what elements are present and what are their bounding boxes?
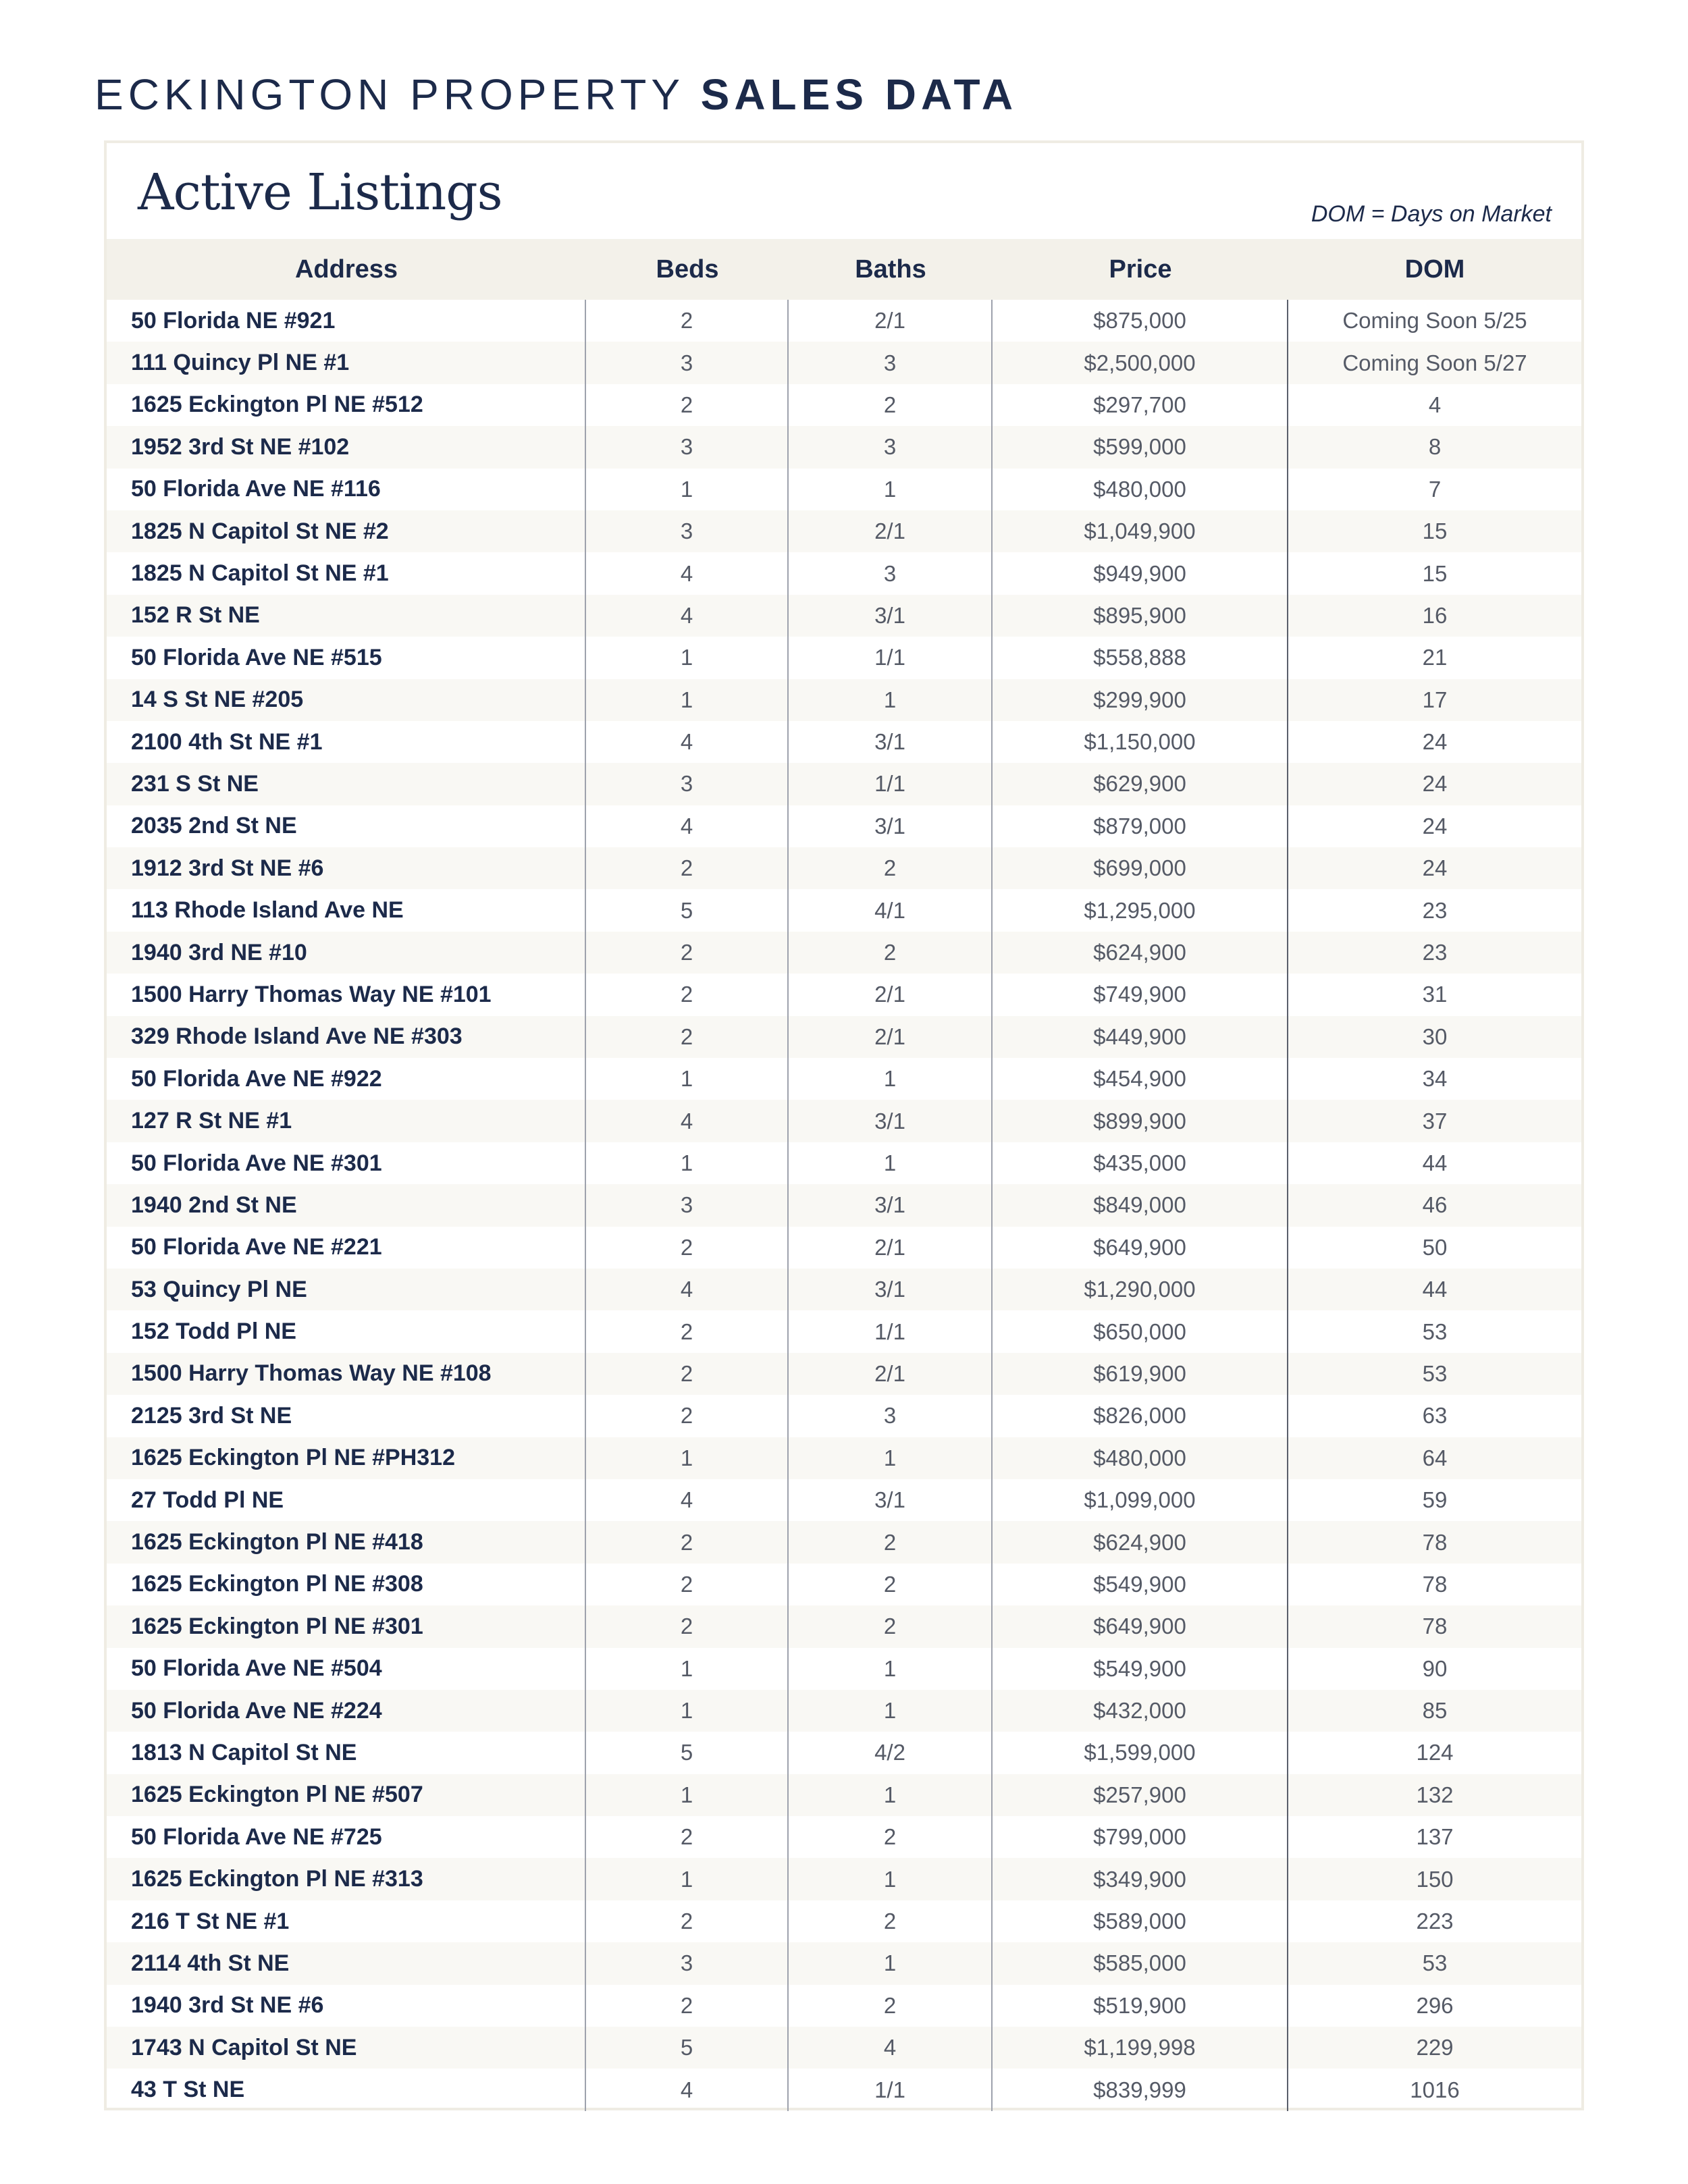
baths-cell: 4: [789, 2027, 993, 2069]
baths-cell: 1: [789, 1774, 993, 1816]
baths-cell: 2/1: [789, 510, 993, 552]
beds-cell: 1: [586, 1648, 789, 1690]
table-row: [107, 679, 1581, 721]
price-cell: $297,700: [993, 384, 1288, 426]
beds-cell: 4: [586, 595, 789, 637]
dom-cell: 53: [1422, 1360, 1448, 1386]
price-cell: $558,888: [993, 637, 1288, 678]
address-cell: 50 Florida Ave NE #725: [107, 1816, 586, 1858]
baths-cell: 2/1: [789, 1353, 993, 1395]
address-cell: 1625 Eckington Pl NE #301: [107, 1605, 586, 1647]
baths-cell: 3/1: [789, 805, 993, 847]
beds-cell: 4: [586, 2069, 789, 2110]
baths-cell: 3/1: [789, 1269, 993, 1310]
price-cell: $1,290,000: [993, 1269, 1288, 1310]
address-cell: 50 Florida Ave NE #221: [107, 1227, 586, 1269]
address-cell: 216 T St NE #1: [107, 1900, 586, 1942]
baths-cell: 2: [789, 384, 993, 426]
beds-cell: 1: [586, 1058, 789, 1100]
section-title: Active Listings: [138, 163, 502, 221]
dom-cell: 137: [1416, 1824, 1454, 1850]
baths-cell: 3/1: [789, 1100, 993, 1142]
baths-cell: 3: [789, 1395, 993, 1437]
price-cell: $849,000: [993, 1184, 1288, 1226]
beds-cell: 2: [586, 1016, 789, 1058]
table-row: [107, 847, 1581, 889]
dom-cell: 132: [1416, 1782, 1454, 1807]
table-row: [107, 1016, 1581, 1058]
dom-cell: 64: [1422, 1445, 1448, 1470]
price-cell: $480,000: [993, 1437, 1288, 1479]
table-row: [107, 552, 1581, 594]
beds-cell: 1: [586, 1142, 789, 1184]
table-row: [107, 1985, 1581, 2027]
price-cell: $349,900: [993, 1858, 1288, 1900]
address-cell: 43 T St NE: [107, 2069, 586, 2110]
address-cell: 329 Rhode Island Ave NE #303: [107, 1016, 586, 1058]
beds-cell: 1: [586, 1690, 789, 1732]
table-row: [107, 1269, 1581, 1310]
price-cell: $879,000: [993, 805, 1288, 847]
address-cell: 231 S St NE: [107, 763, 586, 805]
price-cell: $826,000: [993, 1395, 1288, 1437]
beds-cell: 2: [586, 932, 789, 974]
price-cell: $624,900: [993, 932, 1288, 974]
beds-cell: 2: [586, 1605, 789, 1647]
dom-cell: 50: [1422, 1234, 1448, 1260]
beds-cell: 2: [586, 300, 789, 342]
active-listings-card: [104, 140, 1584, 2110]
listings-table: [107, 239, 1581, 2111]
baths-cell: 3/1: [789, 595, 993, 637]
price-cell: $257,900: [993, 1774, 1288, 1816]
address-cell: 50 Florida Ave NE #224: [107, 1690, 586, 1732]
page-heading-bold: SALES DATA: [700, 70, 1018, 119]
price-cell: $624,900: [993, 1521, 1288, 1563]
dom-cell: 78: [1422, 1529, 1448, 1555]
baths-cell: 2/1: [789, 1016, 993, 1058]
beds-cell: 3: [586, 426, 789, 468]
table-row: [107, 1479, 1581, 1521]
table-row: [107, 1521, 1581, 1563]
baths-cell: 1: [789, 1648, 993, 1690]
dom-cell: 7: [1428, 476, 1442, 502]
column-header-baths: Baths: [855, 255, 926, 284]
price-cell: $1,599,000: [993, 1732, 1288, 1774]
price-cell: $649,900: [993, 1227, 1288, 1269]
address-cell: 50 Florida Ave NE #515: [107, 637, 586, 678]
beds-cell: 2: [586, 1395, 789, 1437]
price-cell: $589,000: [993, 1900, 1288, 1942]
price-cell: $299,900: [993, 679, 1288, 721]
price-cell: $1,295,000: [993, 889, 1288, 931]
beds-cell: 2: [586, 847, 789, 889]
table-row: [107, 1942, 1581, 1984]
price-cell: $699,000: [993, 847, 1288, 889]
baths-cell: 4/1: [789, 889, 993, 931]
address-cell: 1743 N Capitol St NE: [107, 2027, 586, 2069]
dom-cell: 1016: [1410, 2077, 1460, 2102]
beds-cell: 1: [586, 637, 789, 678]
price-cell: $549,900: [993, 1648, 1288, 1690]
table-row: [107, 1227, 1581, 1269]
address-cell: 2035 2nd St NE: [107, 805, 586, 847]
beds-cell: 4: [586, 1479, 789, 1521]
dom-cell: 53: [1422, 1950, 1448, 1976]
table-header-row: [107, 239, 1581, 300]
baths-cell: 3/1: [789, 1479, 993, 1521]
price-cell: $480,000: [993, 469, 1288, 510]
beds-cell: 2: [586, 1227, 789, 1269]
dom-cell: 223: [1416, 1909, 1454, 1934]
address-cell: 1825 N Capitol St NE #1: [107, 552, 586, 594]
table-row: [107, 1648, 1581, 1690]
beds-cell: 1: [586, 679, 789, 721]
table-row: [107, 1437, 1581, 1479]
price-cell: $1,199,998: [993, 2027, 1288, 2069]
table-row: [107, 1774, 1581, 1816]
table-body: [107, 300, 1581, 2111]
dom-cell: 31: [1422, 982, 1448, 1007]
address-cell: 2125 3rd St NE: [107, 1395, 586, 1437]
price-cell: $895,900: [993, 595, 1288, 637]
price-cell: $599,000: [993, 426, 1288, 468]
table-row: [107, 1564, 1581, 1605]
column-header-dom: DOM: [1404, 255, 1465, 284]
address-cell: 2114 4th St NE: [107, 1942, 586, 1984]
beds-cell: 3: [586, 510, 789, 552]
price-cell: $875,000: [993, 300, 1288, 342]
beds-cell: 4: [586, 805, 789, 847]
dom-cell: 24: [1422, 729, 1448, 755]
table-row: [107, 1395, 1581, 1437]
beds-cell: 4: [586, 1269, 789, 1310]
baths-cell: 1/1: [789, 637, 993, 678]
table-row: [107, 1690, 1581, 1732]
baths-cell: 2: [789, 1985, 993, 2027]
dom-cell: 44: [1422, 1150, 1448, 1175]
address-cell: 111 Quincy Pl NE #1: [107, 342, 586, 383]
price-cell: $899,900: [993, 1100, 1288, 1142]
dom-cell: 44: [1422, 1277, 1448, 1302]
baths-cell: 1/1: [789, 2069, 993, 2110]
baths-cell: 4/2: [789, 1732, 993, 1774]
column-header-beds: Beds: [656, 255, 719, 284]
dom-cell: 53: [1422, 1319, 1448, 1344]
column-header-price: Price: [1109, 255, 1172, 284]
dom-cell: 24: [1422, 855, 1448, 881]
address-cell: 1813 N Capitol St NE: [107, 1732, 586, 1774]
price-cell: $519,900: [993, 1985, 1288, 2027]
baths-cell: 1: [789, 679, 993, 721]
beds-cell: 2: [586, 974, 789, 1015]
price-cell: $1,150,000: [993, 721, 1288, 763]
dom-cell: 30: [1422, 1023, 1448, 1049]
dom-cell: 63: [1422, 1403, 1448, 1429]
address-cell: 1912 3rd St NE #6: [107, 847, 586, 889]
price-cell: $549,900: [993, 1564, 1288, 1605]
beds-cell: 1: [586, 1774, 789, 1816]
dom-cell: 17: [1422, 687, 1448, 712]
baths-cell: 3: [789, 426, 993, 468]
page-heading: [95, 70, 1018, 119]
address-cell: 1625 Eckington Pl NE #512: [107, 384, 586, 426]
column-header-address: Address: [294, 255, 398, 284]
beds-cell: 4: [586, 721, 789, 763]
baths-cell: 1/1: [789, 1310, 993, 1352]
dom-cell: 4: [1428, 392, 1442, 417]
beds-cell: 4: [586, 1100, 789, 1142]
beds-cell: 4: [586, 552, 789, 594]
price-cell: $649,900: [993, 1605, 1288, 1647]
baths-cell: 1: [789, 1058, 993, 1100]
table-row: [107, 2069, 1581, 2110]
price-cell: $650,000: [993, 1310, 1288, 1352]
beds-cell: 5: [586, 889, 789, 931]
beds-cell: 2: [586, 1310, 789, 1352]
table-row: [107, 932, 1581, 974]
address-cell: 127 R St NE #1: [107, 1100, 586, 1142]
address-cell: 1500 Harry Thomas Way NE #101: [107, 974, 586, 1015]
baths-cell: 3: [789, 552, 993, 594]
baths-cell: 2: [789, 1900, 993, 1942]
baths-cell: 1: [789, 1942, 993, 1984]
beds-cell: 1: [586, 1858, 789, 1900]
dom-cell: Coming Soon 5/25: [1342, 308, 1527, 334]
table-row: [107, 1100, 1581, 1142]
address-cell: 27 Todd Pl NE: [107, 1479, 586, 1521]
baths-cell: 2: [789, 1564, 993, 1605]
dom-cell: 15: [1422, 518, 1448, 544]
address-cell: 1940 3rd St NE #6: [107, 1985, 586, 2027]
dom-cell: 90: [1422, 1655, 1448, 1681]
address-cell: 1625 Eckington Pl NE #507: [107, 1774, 586, 1816]
price-cell: $449,900: [993, 1016, 1288, 1058]
beds-cell: 3: [586, 763, 789, 805]
price-cell: $629,900: [993, 763, 1288, 805]
beds-cell: 1: [586, 469, 789, 510]
price-cell: $435,000: [993, 1142, 1288, 1184]
table-row: [107, 1605, 1581, 1647]
address-cell: 50 Florida NE #921: [107, 300, 586, 342]
address-cell: 14 S St NE #205: [107, 679, 586, 721]
baths-cell: 3/1: [789, 721, 993, 763]
baths-cell: 2: [789, 932, 993, 974]
page-heading-light: ECKINGTON PROPERTY: [95, 70, 684, 119]
baths-cell: 1: [789, 1142, 993, 1184]
table-row: [107, 1900, 1581, 1942]
dom-cell: 24: [1422, 771, 1448, 797]
table-row: [107, 637, 1581, 678]
table-row: [107, 1184, 1581, 1226]
dom-cell: 15: [1422, 560, 1448, 586]
baths-cell: 2: [789, 847, 993, 889]
beds-cell: 5: [586, 2027, 789, 2069]
address-cell: 1940 3rd NE #10: [107, 932, 586, 974]
price-cell: $619,900: [993, 1353, 1288, 1395]
address-cell: 1825 N Capitol St NE #2: [107, 510, 586, 552]
price-cell: $749,900: [993, 974, 1288, 1015]
price-cell: $949,900: [993, 552, 1288, 594]
table-row: [107, 1353, 1581, 1395]
address-cell: 1625 Eckington Pl NE #PH312: [107, 1437, 586, 1479]
dom-cell: 150: [1416, 1866, 1454, 1892]
beds-cell: 2: [586, 1353, 789, 1395]
baths-cell: 1: [789, 469, 993, 510]
address-cell: 113 Rhode Island Ave NE: [107, 889, 586, 931]
beds-cell: 2: [586, 384, 789, 426]
dom-cell: 8: [1428, 434, 1442, 460]
table-row: [107, 1732, 1581, 1774]
baths-cell: 2/1: [789, 300, 993, 342]
beds-cell: 2: [586, 1521, 789, 1563]
dom-legend-note: DOM = Days on Market: [1311, 201, 1552, 227]
dom-cell: 16: [1422, 602, 1448, 628]
address-cell: 152 Todd Pl NE: [107, 1310, 586, 1352]
address-cell: 1625 Eckington Pl NE #418: [107, 1521, 586, 1563]
price-cell: $432,000: [993, 1690, 1288, 1732]
baths-cell: 2: [789, 1521, 993, 1563]
dom-cell: 23: [1422, 897, 1448, 923]
beds-cell: 2: [586, 1564, 789, 1605]
table-row: [107, 889, 1581, 931]
beds-cell: 1: [586, 1437, 789, 1479]
address-cell: 53 Quincy Pl NE: [107, 1269, 586, 1310]
baths-cell: 2: [789, 1605, 993, 1647]
beds-cell: 2: [586, 1985, 789, 2027]
address-cell: 50 Florida Ave NE #504: [107, 1648, 586, 1690]
price-cell: $1,099,000: [993, 1479, 1288, 1521]
price-cell: $2,500,000: [993, 342, 1288, 383]
dom-cell: 46: [1422, 1192, 1448, 1218]
baths-cell: 1/1: [789, 763, 993, 805]
table-row: [107, 721, 1581, 763]
address-cell: 1625 Eckington Pl NE #313: [107, 1858, 586, 1900]
baths-cell: 1: [789, 1437, 993, 1479]
dom-cell: 34: [1422, 1066, 1448, 1092]
baths-cell: 2: [789, 1816, 993, 1858]
dom-cell: 229: [1416, 2035, 1454, 2060]
dom-cell: 296: [1416, 1992, 1454, 2018]
dom-cell: 59: [1422, 1487, 1448, 1513]
address-cell: 2100 4th St NE #1: [107, 721, 586, 763]
table-row: [107, 595, 1581, 637]
address-cell: 152 R St NE: [107, 595, 586, 637]
address-cell: 50 Florida Ave NE #922: [107, 1058, 586, 1100]
price-cell: $454,900: [993, 1058, 1288, 1100]
table-row: [107, 1310, 1581, 1352]
dom-cell: Coming Soon 5/27: [1342, 350, 1527, 375]
address-cell: 50 Florida Ave NE #116: [107, 469, 586, 510]
table-row: [107, 763, 1581, 805]
table-row: [107, 1142, 1581, 1184]
baths-cell: 2/1: [789, 974, 993, 1015]
dom-cell: 78: [1422, 1614, 1448, 1639]
dom-cell: 78: [1422, 1571, 1448, 1597]
baths-cell: 1: [789, 1690, 993, 1732]
table-row: [107, 342, 1581, 383]
table-row: [107, 384, 1581, 426]
beds-cell: 3: [586, 1942, 789, 1984]
beds-cell: 2: [586, 1816, 789, 1858]
table-row: [107, 510, 1581, 552]
table-row: [107, 469, 1581, 510]
baths-cell: 1: [789, 1858, 993, 1900]
dom-cell: 23: [1422, 940, 1448, 965]
table-row: [107, 974, 1581, 1015]
table-row: [107, 2027, 1581, 2069]
table-row: [107, 1816, 1581, 1858]
beds-cell: 5: [586, 1732, 789, 1774]
dom-cell: 21: [1422, 645, 1448, 670]
table-row: [107, 805, 1581, 847]
dom-cell: 37: [1422, 1108, 1448, 1134]
price-cell: $585,000: [993, 1942, 1288, 1984]
beds-cell: 3: [586, 1184, 789, 1226]
price-cell: $799,000: [993, 1816, 1288, 1858]
price-cell: $1,049,900: [993, 510, 1288, 552]
address-cell: 1940 2nd St NE: [107, 1184, 586, 1226]
address-cell: 50 Florida Ave NE #301: [107, 1142, 586, 1184]
table-row: [107, 426, 1581, 468]
baths-cell: 2/1: [789, 1227, 993, 1269]
price-cell: $839,999: [993, 2069, 1288, 2110]
baths-cell: 3/1: [789, 1184, 993, 1226]
beds-cell: 3: [586, 342, 789, 383]
address-cell: 1500 Harry Thomas Way NE #108: [107, 1353, 586, 1395]
address-cell: 1952 3rd St NE #102: [107, 426, 586, 468]
baths-cell: 3: [789, 342, 993, 383]
table-row: [107, 300, 1581, 342]
dom-cell: 124: [1416, 1740, 1454, 1765]
table-row: [107, 1858, 1581, 1900]
dom-cell: 24: [1422, 813, 1448, 838]
address-cell: 1625 Eckington Pl NE #308: [107, 1564, 586, 1605]
table-row: [107, 1058, 1581, 1100]
dom-cell: 85: [1422, 1698, 1448, 1724]
beds-cell: 2: [586, 1900, 789, 1942]
